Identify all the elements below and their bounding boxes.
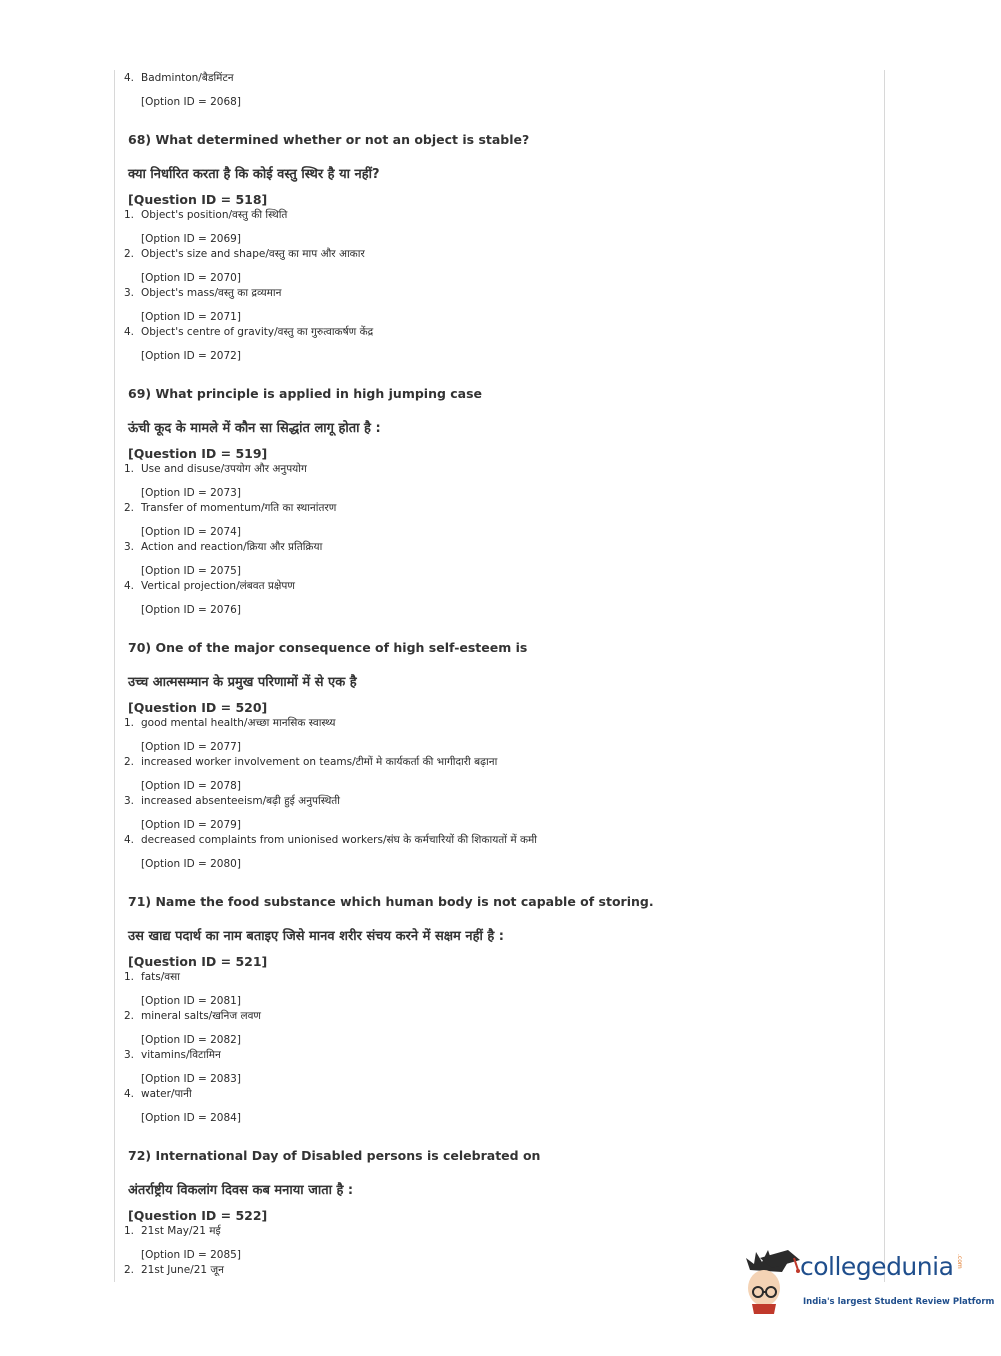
collegedunia-logo [742, 1248, 995, 1314]
logo-tagline: India's largest Student Review Platform [803, 1297, 995, 1307]
option-number: 3. [124, 287, 135, 299]
option-text: Vertical projection/लंबवत प्रक्षेपण [141, 580, 295, 592]
question-block [124, 893, 864, 1126]
option-id: [Option ID = 2079] [141, 819, 241, 831]
option-number: 1. [124, 717, 135, 729]
question-title-hindi: उच्च आत्मसम्मान के प्रमुख परिणामों में से एक है [128, 675, 357, 690]
option-number: 1. [124, 1225, 135, 1237]
option-id: [Option ID = 2080] [141, 858, 241, 870]
option-number: 2. [124, 1010, 135, 1022]
option-text: increased absenteeism/बढ़ी हुई अनुपस्थिती [141, 795, 340, 807]
option-text: water/पानी [141, 1088, 192, 1100]
option-line [124, 286, 864, 301]
option-id: [Option ID = 2081] [141, 995, 241, 1007]
option-line [124, 540, 864, 555]
option-number: 1. [124, 463, 135, 475]
option-id: [Option ID = 2074] [141, 526, 241, 538]
option-text: Badminton/बैडमिंटन [141, 72, 234, 84]
option-number: 3. [124, 1049, 135, 1061]
option-text: 21st May/21 मई [141, 1225, 221, 1237]
option-number: 1. [124, 971, 135, 983]
option-number: 2. [124, 1264, 135, 1276]
question-list [124, 131, 864, 1278]
option-id: [Option ID = 2070] [141, 272, 241, 284]
option-number: 2. [124, 502, 135, 514]
option-line [124, 716, 864, 731]
option-number: 4. [124, 1088, 135, 1100]
option-id: [Option ID = 2075] [141, 565, 241, 577]
option-line [124, 501, 864, 516]
option-line [124, 208, 864, 223]
left-margin-rule [114, 70, 115, 1282]
question-id: [Question ID = 520] [128, 700, 268, 715]
option-line [124, 247, 864, 262]
option-number: 4. [124, 72, 135, 84]
question-id: [Question ID = 518] [128, 192, 268, 207]
option-number: 2. [124, 756, 135, 768]
option-text: Action and reaction/क्रिया और प्रतिक्रिया [141, 541, 323, 553]
option-text: Object's centre of gravity/वस्तु का गुरुत्वाकर्षण केंद्र [141, 326, 374, 338]
option-text: good mental health/अच्छा मानसिक स्वास्थ्य [141, 717, 336, 729]
option-line [124, 970, 864, 985]
option-text: Object's position/वस्तु की स्थिति [141, 209, 288, 221]
question-title-english: 69) What principle is applied in high jumping case [128, 386, 483, 401]
option-text: Object's mass/वस्तु का द्रव्यमान [141, 287, 282, 299]
option-id: [Option ID = 2077] [141, 741, 241, 753]
option-number: 3. [124, 795, 135, 807]
option-text: increased worker involvement on teams/टीमों मे कार्यकर्ता की भागीदारी बढ़ाना [141, 756, 498, 768]
option-number: 3. [124, 541, 135, 553]
option-line [124, 1009, 864, 1024]
option-text: mineral salts/खनिज लवण [141, 1010, 262, 1022]
question-id: [Question ID = 522] [128, 1208, 268, 1223]
option-id: [Option ID = 2084] [141, 1112, 241, 1124]
right-margin-rule [884, 70, 885, 1282]
option-line [124, 794, 864, 809]
option-id: [Option ID = 2076] [141, 604, 241, 616]
option-id: [Option ID = 2082] [141, 1034, 241, 1046]
option-number: 4. [124, 326, 135, 338]
option-text: Transfer of momentum/गति का स्थानांतरण [141, 502, 337, 514]
option-text: Object's size and shape/वस्तु का माप और आकार [141, 248, 365, 260]
option-text: Use and disuse/उपयोग और अनुपयोग [141, 463, 307, 475]
question-block [124, 385, 864, 618]
option-line [124, 1087, 864, 1102]
option-line [124, 833, 864, 848]
question-title-english: 68) What determined whether or not an object is stable? [128, 132, 530, 147]
option-line [124, 71, 864, 86]
option-line [124, 1224, 864, 1239]
option-number: 4. [124, 834, 135, 846]
option-number: 2. [124, 248, 135, 260]
question-title-hindi: ऊंची कूद के मामले में कौन सा सिद्धांत लागू होता है : [128, 421, 381, 436]
question-block [124, 639, 864, 872]
logo-wordmark: collegedunia [800, 1252, 954, 1281]
option-line [124, 579, 864, 594]
option-number: 4. [124, 580, 135, 592]
question-title-hindi: क्या निर्धारित करता है कि कोई वस्तु स्थिर है या नहीं? [128, 167, 380, 182]
question-paper-content [124, 71, 864, 1278]
option-id: [Option ID = 2069] [141, 233, 241, 245]
option-text: 21st June/21 जून [141, 1264, 225, 1276]
option-text: fats/वसा [141, 971, 180, 983]
option-line [124, 325, 864, 340]
question-id: [Question ID = 521] [128, 954, 268, 969]
question-title-hindi: अंतर्राष्ट्रीय विकलांग दिवस कब मनाया जाता है : [128, 1183, 354, 1198]
mascot-logo-icon [742, 1248, 802, 1314]
option-id: [Option ID = 2073] [141, 487, 241, 499]
option-line [124, 1048, 864, 1063]
question-block [124, 131, 864, 364]
option-id: [Option ID = 2083] [141, 1073, 241, 1085]
option-id: [Option ID = 2068] [141, 96, 241, 108]
option-text: vitamins/विटामिन [141, 1049, 221, 1061]
question-title-english: 71) Name the food substance which human body is not capable of storing. [128, 894, 654, 909]
option-id: [Option ID = 2072] [141, 350, 241, 362]
option-id: [Option ID = 2085] [141, 1249, 241, 1261]
option-number: 1. [124, 209, 135, 221]
top-option-fragment [124, 71, 864, 110]
option-text: decreased complaints from unionised workers/संघ के कर्मचारियों की शिकायतों में कमी [141, 834, 538, 846]
option-id: [Option ID = 2078] [141, 780, 241, 792]
question-title-english: 70) One of the major consequence of high self-esteem is [128, 640, 528, 655]
option-line [124, 462, 864, 477]
question-id: [Question ID = 519] [128, 446, 268, 461]
option-line [124, 755, 864, 770]
logo-dotcom: .com [956, 1254, 963, 1269]
question-title-hindi: उस खाद्य पदार्थ का नाम बताइए जिसे मानव शरीर संचय करने में सक्षम नहीं है : [128, 929, 505, 944]
question-title-english: 72) International Day of Disabled persons is celebrated on [128, 1148, 541, 1163]
option-id: [Option ID = 2071] [141, 311, 241, 323]
